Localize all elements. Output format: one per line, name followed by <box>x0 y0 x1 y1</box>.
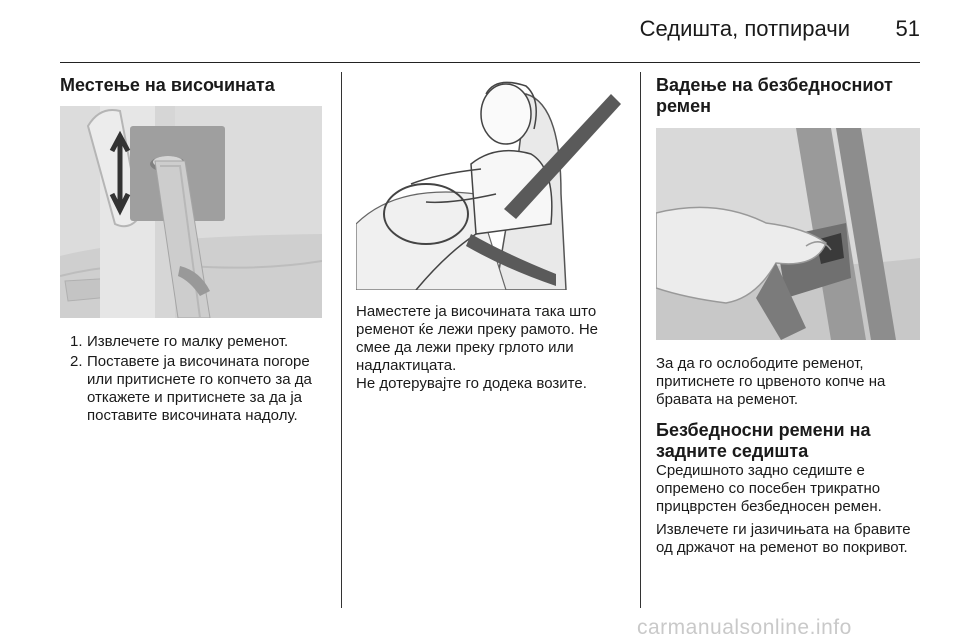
column-divider-left <box>341 72 342 608</box>
middle-paragraph-1: Наместете ја височината така што ременот ќе лежи преку рамото. Не смее да лежи преку грлото или надлактицата. <box>356 303 599 374</box>
step-text: Извлечете го малку ременот. <box>87 333 289 350</box>
section-heading-rear-seatbelts: Безбедносни ремени на задните седишта <box>656 420 871 461</box>
step-number: 2. <box>70 353 83 370</box>
right-paragraph-2: Средишното задно седиште е опремено со посебен трикратно прицврстен безбедносен ремен. <box>656 462 882 515</box>
watermark: carmanualsonline.info <box>637 616 852 639</box>
step-text: Поставете ја височината погоре или притиснете го копчето за да откажете и притиснете за да ја поставите височината надолу. <box>87 353 312 424</box>
middle-paragraph-2: Не дотерувајте го додека возите. <box>356 375 587 392</box>
adjust-steps-list <box>60 333 328 427</box>
step-number: 1. <box>70 333 83 350</box>
right-paragraph-1: За да го ослободите ременот, притиснете го црвеното копче на бравата на ременот. <box>656 355 886 408</box>
list-item <box>60 353 328 425</box>
section-heading-unbuckling: Вадење на безбедносниот ремен <box>656 75 893 116</box>
belt-height-adjuster-illustration <box>60 106 322 318</box>
column-divider-right <box>640 72 641 608</box>
belt-buckle-release-illustration <box>656 128 920 340</box>
list-item <box>60 333 328 351</box>
driver-seatbelt-illustration <box>356 74 624 290</box>
page-header-title: Седишта, потпирачи <box>639 16 850 41</box>
header-rule <box>60 62 920 63</box>
section-heading-height-adjust: Местење на височината <box>60 75 275 95</box>
right-paragraph-3: Извлечете ги јазичињата на бравите од држачот на ременот во покривот. <box>656 521 911 556</box>
page-number: 51 <box>895 16 920 41</box>
